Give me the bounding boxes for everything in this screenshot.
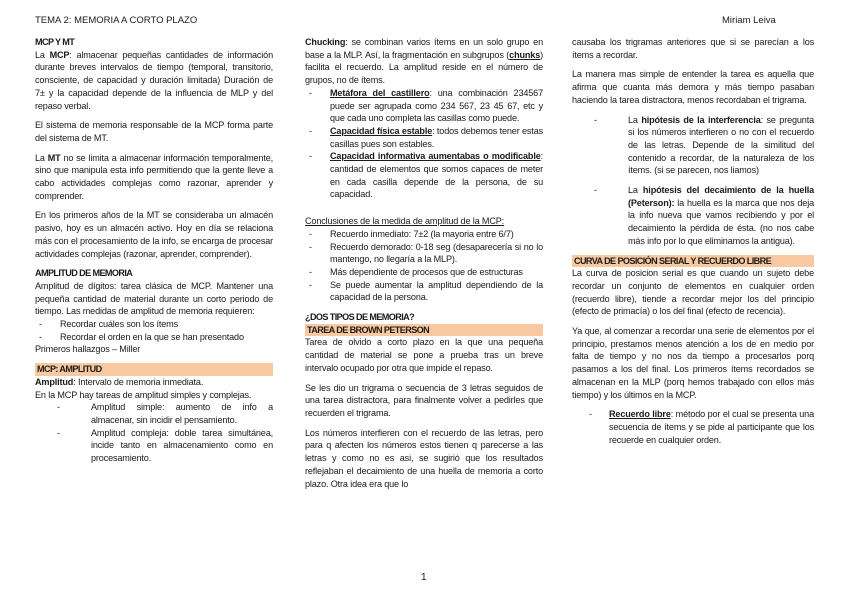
list-item	[572, 408, 814, 446]
text-run: Los números interfieren con el recuerdo de las letras, pero para q afecten los números estos tienen q parecerse a las letras y como no es asi, se sugirió que los resultados reflejaban el decaimiento de una huella de memoria a corto plazo. Otra idea era que lo	[305, 427, 543, 489]
list-item	[305, 266, 543, 279]
text-run: : cantidad de elementos que somos capaces de meter en cada casilla depende de la persona, de su capacidad.	[330, 151, 543, 200]
text-run: ¿DOS TIPOS DE MEMORIA?	[305, 312, 415, 323]
list-item	[35, 427, 273, 465]
text-run: Tarea de olvido a corto plazo en la que una pequeña cantidad de material se pone a prueba tras un breve intervalo ocupado por otra que impide el repaso.	[305, 337, 543, 373]
text-run: La manera mas simple de entender la tarea es aquella que afirma que cuanta más demora y más tiempo pasaban haciendo la tarea distractora, menos recordaban el trigrama.	[572, 69, 814, 105]
list-item	[35, 331, 273, 344]
list-item	[305, 125, 543, 150]
section-heading	[35, 36, 273, 49]
bold-term: chunks	[509, 49, 541, 60]
paragraph	[35, 49, 273, 113]
paragraph	[305, 382, 543, 420]
list-item	[305, 279, 543, 304]
header-title: TEMA 2: MEMORIA A CORTO PLAZO	[35, 15, 198, 26]
text-run: : almacenar pequeñas cantidades de información durante breves intervalos de tiempo (temporal, transitorio, consciente, de capacidad y duración limitada) Duración de 7± y la capacidad depende de la influencia de MLP y del repaso verbal.	[35, 49, 273, 111]
spacer	[305, 208, 543, 215]
bold-term: Recuerdo libre	[609, 409, 671, 420]
list-item	[305, 150, 543, 201]
highlighted-heading	[572, 255, 814, 268]
text-run: Se les dio un trigrama o secuencia de 3 letras seguidos de una tarea distractora, para finalmente volver a pedirles que recuerden el trigrama.	[305, 382, 543, 418]
list-item	[305, 228, 543, 241]
bold-term: Metáfora del castillero	[330, 87, 430, 98]
text-run: Ya que, al comenzar a recordar una serie de elementos por el principio, prestamos menos atención a los de en medio por falta de tiempo y no nos da tiempo a procesarlos porq pasamos a los del final. Los primeros ítems recordados se almacenan en la MLP (porq hemos trabajado con ellos más tiempo) y los últimos en la MCP.	[572, 326, 814, 400]
text-run: Amplitud compleja: doble tarea simultánea, incide tanto en almacenamiento como en procesamiento.	[91, 427, 273, 464]
text-run: la huella es la marca que nos deja la info nueva que vamos recibiendo y por el decaimiento la pérdida de ésta. (no nos cabe más info por lo que eliminamos la antigua).	[628, 197, 814, 246]
spacer	[305, 201, 543, 208]
text-run: causaba los trigramas anteriores que si se parecían a los ítems a recordar.	[572, 37, 814, 60]
bold-term: MCP	[49, 49, 70, 60]
list-item	[35, 318, 273, 331]
paragraph	[305, 336, 543, 374]
text-run: Recuerdo inmediato: 7±2 (la mayoria entre 6/7)	[330, 228, 514, 239]
paragraph	[35, 152, 273, 203]
bold-term: Amplitud	[35, 376, 74, 387]
column-1	[35, 36, 273, 465]
paragraph	[572, 36, 814, 61]
text-run: CURVA DE POSICIÓN SERIAL Y RECUERDO LIBRE	[574, 255, 772, 266]
section-heading	[305, 311, 543, 324]
paragraph	[305, 36, 543, 87]
text-run: TAREA DE BROWN PETERSON	[307, 324, 430, 335]
paragraph	[572, 267, 814, 318]
paragraph	[35, 119, 273, 144]
paragraph	[35, 389, 273, 402]
text-run: La	[35, 152, 48, 163]
text-run: Amplitud de dígitos: tarea clásica de MCP. Mantener una pequeña cantidad de material durante un corto periodo de tiempo. Las medidas de amplitud de memoria requieren:	[35, 280, 273, 317]
list-item	[305, 87, 543, 125]
section-heading	[35, 267, 273, 280]
paragraph	[35, 280, 273, 318]
bold-term: hipótesis del decaimiento de la huella (Peterson):	[628, 185, 814, 208]
text-run: : Intervalo de memoria inmediata.	[73, 376, 204, 387]
text-run: Más dependiente de procesos que de estructuras	[330, 266, 523, 277]
column-3	[572, 36, 814, 446]
paragraph	[305, 427, 543, 491]
text-run: Recuerdo demorado: 0-18 seg (desaparecería si no lo mantengo, no llegaría a la MLP).	[330, 241, 543, 265]
text-run: : todos debemos tener estas casillas pues son estables.	[330, 125, 543, 149]
spacer	[35, 356, 273, 363]
paragraph	[572, 325, 814, 401]
spacer	[572, 177, 814, 184]
text-run: La	[35, 49, 50, 60]
page-number: 1	[421, 572, 427, 583]
list-item	[35, 401, 273, 426]
text-run: MCP Y MT	[35, 37, 75, 47]
text-run: : se pregunta si los números interfieren o no con el recuerdo de las letras. Depende de la similitud del contenido a recordar, de la naturaleza de los ítems. (si se parecen, nos liamos)	[628, 114, 814, 176]
spacer	[305, 304, 543, 311]
text-run: no se limita a almacenar información temporalmente, sino que manipula esta info permitiendo que la gente lleve a cabo actividades complejas como razonar, aprender y comprender.	[35, 152, 273, 201]
text-run: Se puede aumentar la amplitud dependiendo de la capacidad de la persona.	[330, 279, 543, 303]
column-2	[305, 36, 543, 497]
paragraph	[35, 376, 273, 389]
text-run: ) facilita el recuerdo. La amplitud reside en el número de grupos, no de ítems.	[305, 49, 543, 86]
text-run: : una combinación 234567 puede ser agrupada como 234 567, 23 45 67, etc y que cada uno completa las casillas como puede.	[330, 87, 543, 124]
bold-term: hipótesis de la interferencia	[641, 114, 761, 125]
text-run: La curva de posicion serial es que cuando un sujeto debe recordar un conjunto de elementos en cualquier orden (recuerdo libre), tiende a recordar mejor los del principio (efecto de primacía) o los del final (efecto de recencia).	[572, 268, 814, 317]
text-run: La	[628, 185, 643, 196]
text-run: En los primeros años de la MT se consideraba un almacén pasivo, hoy es un almacén activo. Hoy en día se relaciona más con el procesamiento de la info, se encarga de procesar actividades complejas (razonar, aprender, comprender).	[35, 210, 273, 259]
list-item	[305, 241, 543, 266]
text-run: AMPLITUD DE MEMORIA	[35, 268, 133, 279]
paragraph	[572, 68, 814, 106]
list-item	[572, 184, 814, 248]
spacer	[572, 248, 814, 255]
text-run: Primeros hallazgos – Miller	[35, 344, 141, 355]
paragraph	[35, 343, 273, 356]
paragraph	[35, 209, 273, 260]
bold-term: MT	[47, 152, 61, 163]
text-run: El sistema de memoria responsable de la MCP forma parte del sistema de MT.	[35, 120, 273, 143]
text-run: Conclusiones de la medida de amplitud de la MCP:	[305, 216, 505, 227]
text-run: Amplitud simple: aumento de info a almacenar, sin incidir el pensamiento.	[91, 402, 273, 425]
highlighted-heading	[305, 324, 543, 337]
text-run: Recordar cuáles son los ítems	[60, 319, 178, 330]
header-author: Miriam Leiva	[722, 15, 776, 26]
highlighted-heading	[35, 363, 273, 376]
list-item	[572, 114, 814, 178]
text-run: La	[628, 114, 642, 125]
text-run: Recordar el orden en la que se han presentado	[60, 331, 244, 342]
bold-term: Chucking	[305, 37, 346, 47]
text-run: MCP: AMPLITUD	[37, 364, 102, 375]
bold-term: Capacidad física estable	[330, 125, 433, 136]
text-run: En la MCP hay tareas de amplitud simples y complejas.	[35, 389, 252, 400]
text-run: : se combinan varios ítems en un solo grupo en base a la MLP. Así, la fragmentación en subgrupos (	[305, 37, 543, 60]
text-run: : método por el cual se presenta una secuencia de ítems y se pide al participante que los recuerde en cualquier orden.	[609, 409, 815, 445]
bold-term: Capacidad informativa aumentabas o modificable	[330, 151, 541, 162]
paragraph	[305, 215, 543, 228]
